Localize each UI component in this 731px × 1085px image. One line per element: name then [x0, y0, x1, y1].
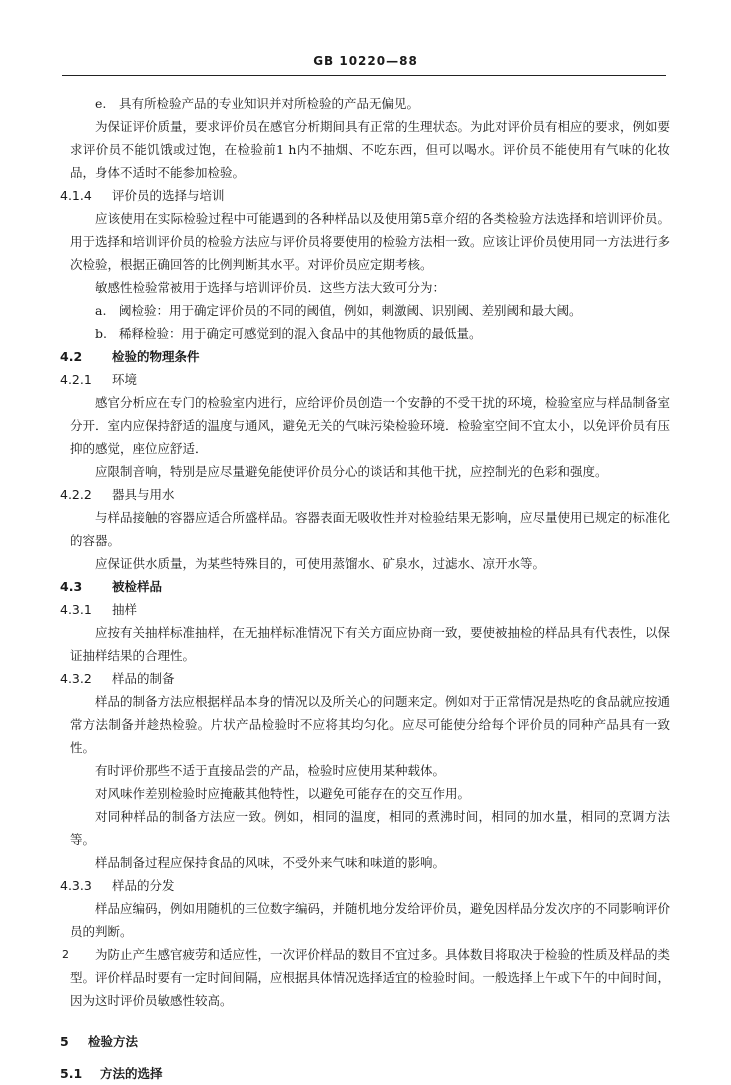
section-number: 4.3.2: [60, 671, 92, 686]
paragraph: 应保证供水质量，为某些特殊目的，可使用蒸馏水、矿泉水，过滤水、凉开水等。: [95, 556, 546, 571]
section-title: 器具与用水: [112, 487, 175, 502]
paragraph: 应限制音响，特别是应尽量避免能使评价员分心的谈话和其他干扰，应控制光的色彩和强度。: [95, 464, 608, 479]
paragraph: 与样品接触的容器应适合所盛样品。容器表面无吸收性并对检验结果无影响，应尽量使用已规定的标准化的容器。: [70, 510, 671, 548]
section-heading-4-3: [60, 575, 670, 598]
body-text: [60, 92, 671, 1085]
section-title: 检验方法: [88, 1034, 139, 1049]
section-number: 4.3.3: [60, 878, 92, 893]
section-heading-4-3-2: [60, 667, 670, 690]
section-title: 样品的分发: [112, 878, 175, 893]
page-header: GB 10220—88: [313, 54, 418, 68]
section-heading-4-2-2: [60, 483, 670, 506]
section-heading-4-1-4: [60, 184, 670, 207]
section-title: 环境: [112, 372, 138, 387]
list-item-b: [70, 322, 670, 345]
paragraph: 应该使用在实际检验过程中可能遇到的各种样品以及使用第5章介绍的各类检验方法选择和培训评价员。用于选择和培训评价员的检验方法应与评价员将要使用的检验方法相一致。应该让评价员使用同一方法进行多次检验，根据正确回答的比例判断其水平。对评价员应定期考核。: [70, 211, 671, 272]
section-title: 样品的制备: [112, 671, 175, 686]
list-text: 具有所检验产品的专业知识并对所检验的产品无偏见。: [119, 96, 420, 111]
section-number: 5.1: [60, 1066, 83, 1081]
list-item-e: [70, 92, 670, 115]
section-number: 5: [60, 1034, 69, 1049]
section-heading-4-3-1: [60, 598, 670, 621]
section-number: 4.2.1: [60, 372, 92, 387]
section-heading-4-2-1: [60, 368, 670, 391]
list-marker: b.: [95, 326, 107, 341]
paragraph: 为防止产生感官疲劳和适应性，一次评价样品的数目不宜过多。具体数目将取决于检验的性质及样品的类型。评价样品时要有一定时间间隔，应根据具体情况选择适宜的检验时间。一般选择上午或下午的中间时间，因为这时评价员敏感性较高。: [70, 947, 671, 1008]
section-heading-4-2: [60, 345, 670, 368]
section-heading-4-3-3: [60, 874, 670, 897]
section-title: 评价员的选择与培训: [112, 188, 225, 203]
section-number: 4.2.2: [60, 487, 92, 502]
paragraph: 为保证评价质量，要求评价员在感官分析期间具有正常的生理状态。为此对评价员有相应的要求，例如要求评价员不能饥饿或过饱，在检验前1 h内不抽烟、不吃东西，但可以喝水。评价员不能使用有气味的化妆品，身体不适时不能参加检验。: [70, 119, 671, 180]
list-text: 阈检验：用于确定评价员的不同的阈值，例如，刺激阈、识别阈、差别阈和最大阈。: [119, 303, 582, 318]
paragraph: 对风味作差别检验时应掩蔽其他特性，以避免可能存在的交互作用。: [95, 786, 471, 801]
paragraph: 样品制备过程应保持食品的风味，不受外来气味和味道的影响。: [95, 855, 446, 870]
section-title: 抽样: [112, 602, 138, 617]
paragraph: 感官分析应在专门的检验室内进行，应给评价员创造一个安静的不受干扰的环境，检验室应与样品制备室分开．室内应保持舒适的温度与通风，避免无关的气味污染检验环境．检验室空间不宜太小，以免评价员有压抑的感觉，座位应舒适．: [70, 395, 671, 456]
header-rule: [62, 75, 666, 76]
section-number: 4.1.4: [60, 188, 92, 203]
page-number: 2: [62, 948, 69, 961]
paragraph: 应按有关抽样标准抽样，在无抽样标准情况下有关方面应协商一致，要使被抽检的样品具有代表性，以保证抽样结果的合理性。: [70, 625, 671, 663]
section-heading-5-1: [60, 1062, 670, 1085]
section-number: 4.3: [60, 579, 83, 594]
list-text: 稀释检验：用于确定可感觉到的混入食品中的其他物质的最低量。: [119, 326, 482, 341]
list-marker: e.: [95, 96, 107, 111]
section-title: 方法的选择: [100, 1066, 163, 1081]
paragraph: 对同种样品的制备方法应一致。例如，相同的温度，相同的煮沸时间，相同的加水量，相同的烹调方法等。: [70, 809, 670, 847]
paragraph: 有时评价那些不适于直接品尝的产品，检验时应使用某种载体。: [95, 763, 446, 778]
paragraph: 样品应编码，例如用随机的三位数字编码，并随机地分发给评价员，避免因样品分发次序的不同影响评价员的判断。: [70, 901, 671, 939]
section-number: 4.2: [60, 349, 83, 364]
section-title: 被检样品: [112, 579, 163, 594]
paragraph: 样品的制备方法应根据样品本身的情况以及所关心的问题来定。例如对于正常情况是热吃的食品就应按通常方法制备并趁热检验。片状产品检验时不应将其均匀化。应尽可能使分给每个评价员的同种产品具有一致性。: [70, 694, 671, 755]
list-item-a: [70, 299, 670, 322]
list-marker: a.: [95, 303, 107, 318]
chapter-heading-5: [60, 1026, 670, 1058]
section-number: 4.3.1: [60, 602, 92, 617]
section-title: 检验的物理条件: [112, 349, 200, 364]
paragraph: 敏感性检验常被用于选择与培训评价员．这些方法大致可分为：: [95, 280, 446, 295]
